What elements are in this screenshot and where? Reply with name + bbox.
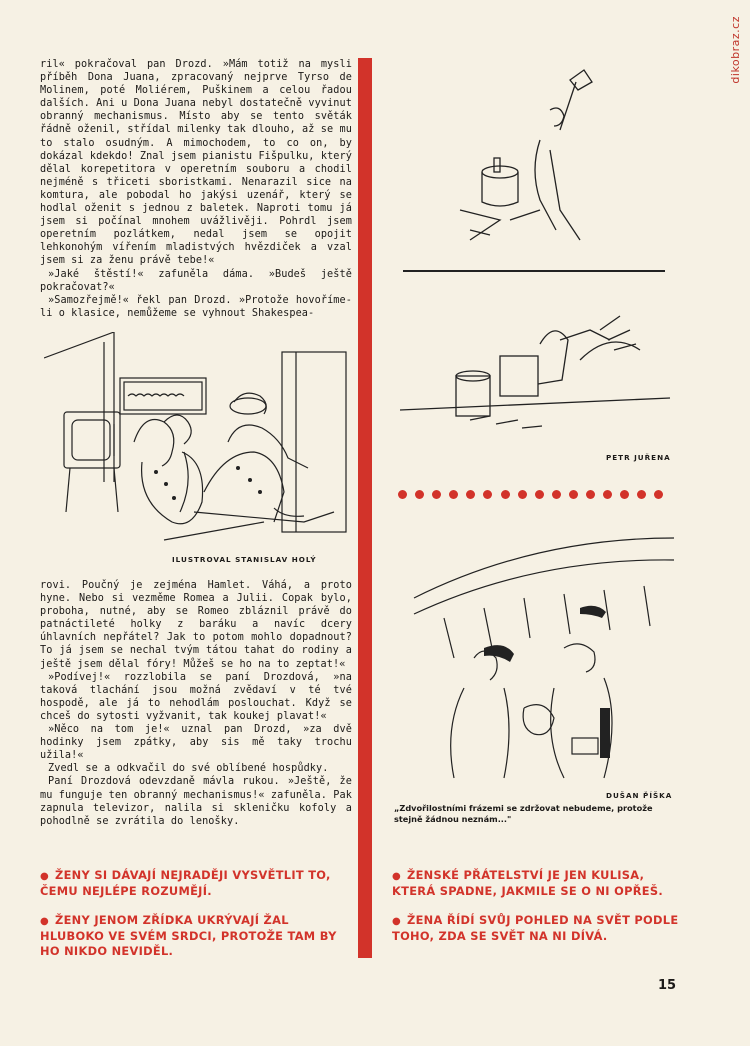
story-paragraph: rovi. Poučný je zejména Hamlet. Váhá, a proto hyne. Nebo si vezměme Romea a Julii. Copak bylo, proboha, nutné, aby se Romeo zbláznil právě do patnáctileté holky z baráku a navíc dcery úhlavních nepřátel? Jak to potom mohlo dopadnout? To já jsem se nechal tvým tátou tahat do rodiny a ještě jsem dělal fóry! Můžeš se ho na to zeptat!«	[40, 580, 352, 670]
story-paragraph: Paní Drozdová odevzdaně mávla rukou. »Ještě, že mu funguje ten obranný mechanismus!« zafuněla. Pak zapnula televizor, nalila si skleničku kofoly a pohodlně se zvrátila do lenošky.	[40, 776, 352, 827]
cartoon-credit-top: PETR JUŘENA	[606, 453, 671, 462]
crowd-cartoon	[404, 528, 676, 786]
cartoon-caption: „Zdvořilostními frázemi se zdržovat nebudeme, protože stejně žádnou neznám..."	[394, 803, 653, 824]
tv-room-illustration	[44, 332, 350, 548]
motto: ● ŽENA ŘÍDÍ SVŮJ POHLED NA SVĚT PODLE TOHO, ZDA SE SVĚT NA NI DÍVÁ.	[392, 913, 679, 943]
story-paragraph: »Samozřejmě!« řekl pan Drozd. »Protože hovoříme-li o klasice, nemůžeme se vyhnout Shakespea-	[40, 294, 352, 319]
motto: ● ŽENY SI DÁVAJÍ NEJRADĚJI VYSVĚTLIT TO, ČEMU NEJLÉPE ROZUMĚJÍ.	[40, 868, 331, 898]
bullet-icon: ●	[40, 916, 50, 927]
cartoon-credit-bottom: DUŠAN P̌ÍŠKA	[606, 791, 673, 800]
bullet-icon: ●	[40, 871, 50, 882]
axe-cartoon-top	[400, 60, 680, 270]
story-paragraph: »Jaké štěstí!« zafuněla dáma. »Budeš ještě pokračovat?«	[40, 268, 352, 293]
panel-divider	[403, 270, 665, 272]
motto: ● ŽENSKÉ PŘÁTELSTVÍ JE JEN KULISA, KTERÁ SPADNE, JAKMILE SE O NI OPŘEŠ.	[392, 868, 664, 898]
story-paragraph: ril« pokračoval pan Drozd. »Mám totiž na mysli příběh Dona Juana, zpracovaný nejprve Tyrso de Molinem, poté Moliérem, Puškinem a celou řadou dalších. Ani u Dona Juana nebyl dostatečně vyvinut obranný mechanismus. Místo aby se tento světák řádně oženil, střídal milenky tak dlouho, až se mu to stalo osudným. A mimochodem, to co on, by dokázal kdekdo! Znal jsem pianistu Fišpulku, který dělal korepetitora v operetním souboru a chodil nejméně s třiceti sboristkami. Nenarazil sice na komtura, ale pobodal ho jakýsi uzenář, který se hodlal oženit s jednou z baletek. Naproti tomu já jsem si počínal mnohem uvážlivěji. Pohrdl jsem operetním pozlátkem, nedal jsem se opojit lehkonohým vířením mladistvých hvězdiček a vzal jsem si za ženu právě tebe!«	[40, 59, 352, 267]
red-dot-separator	[398, 490, 663, 499]
motto: ● ŽENY JENOM ZŘÍDKA UKRÝVAJÍ ŽAL HLUBOKO VE SVÉM SRDCI, PROTOŽE TAM BY HO NIKDO NEVIDĚL.	[40, 913, 337, 958]
story-paragraph: Zvedl se a odkvačil do své oblíbené hospůdky.	[48, 763, 329, 775]
story-column	[40, 58, 352, 320]
site-watermark: dikobraz.cz	[729, 16, 742, 84]
mottos-left	[40, 868, 350, 959]
story-paragraph: »Něco na tom je!« uznal pan Drozd, »za dvě hodinky jsem zpátky, aby sis mě taky trochu užila!«	[40, 724, 352, 762]
story-paragraph: »Podívej!« rozzlobila se paní Drozdová, »na taková tlachání jsou možná zvědaví v té tvé hospodě, ale já to nehodlám poslouchat. Když se chceš do sytosti vyžvanit, tak koukej plavat!«	[40, 671, 352, 722]
mottos-right	[392, 868, 684, 944]
illustration-credit: ILUSTROVAL STANISLAV HOLÝ	[172, 555, 317, 564]
red-column-divider	[358, 58, 372, 958]
page-number: 15	[658, 978, 677, 993]
bullet-icon: ●	[392, 871, 402, 882]
bullet-icon: ●	[392, 916, 402, 927]
axe-cartoon-bottom	[400, 300, 680, 450]
story-continuation	[40, 579, 352, 828]
